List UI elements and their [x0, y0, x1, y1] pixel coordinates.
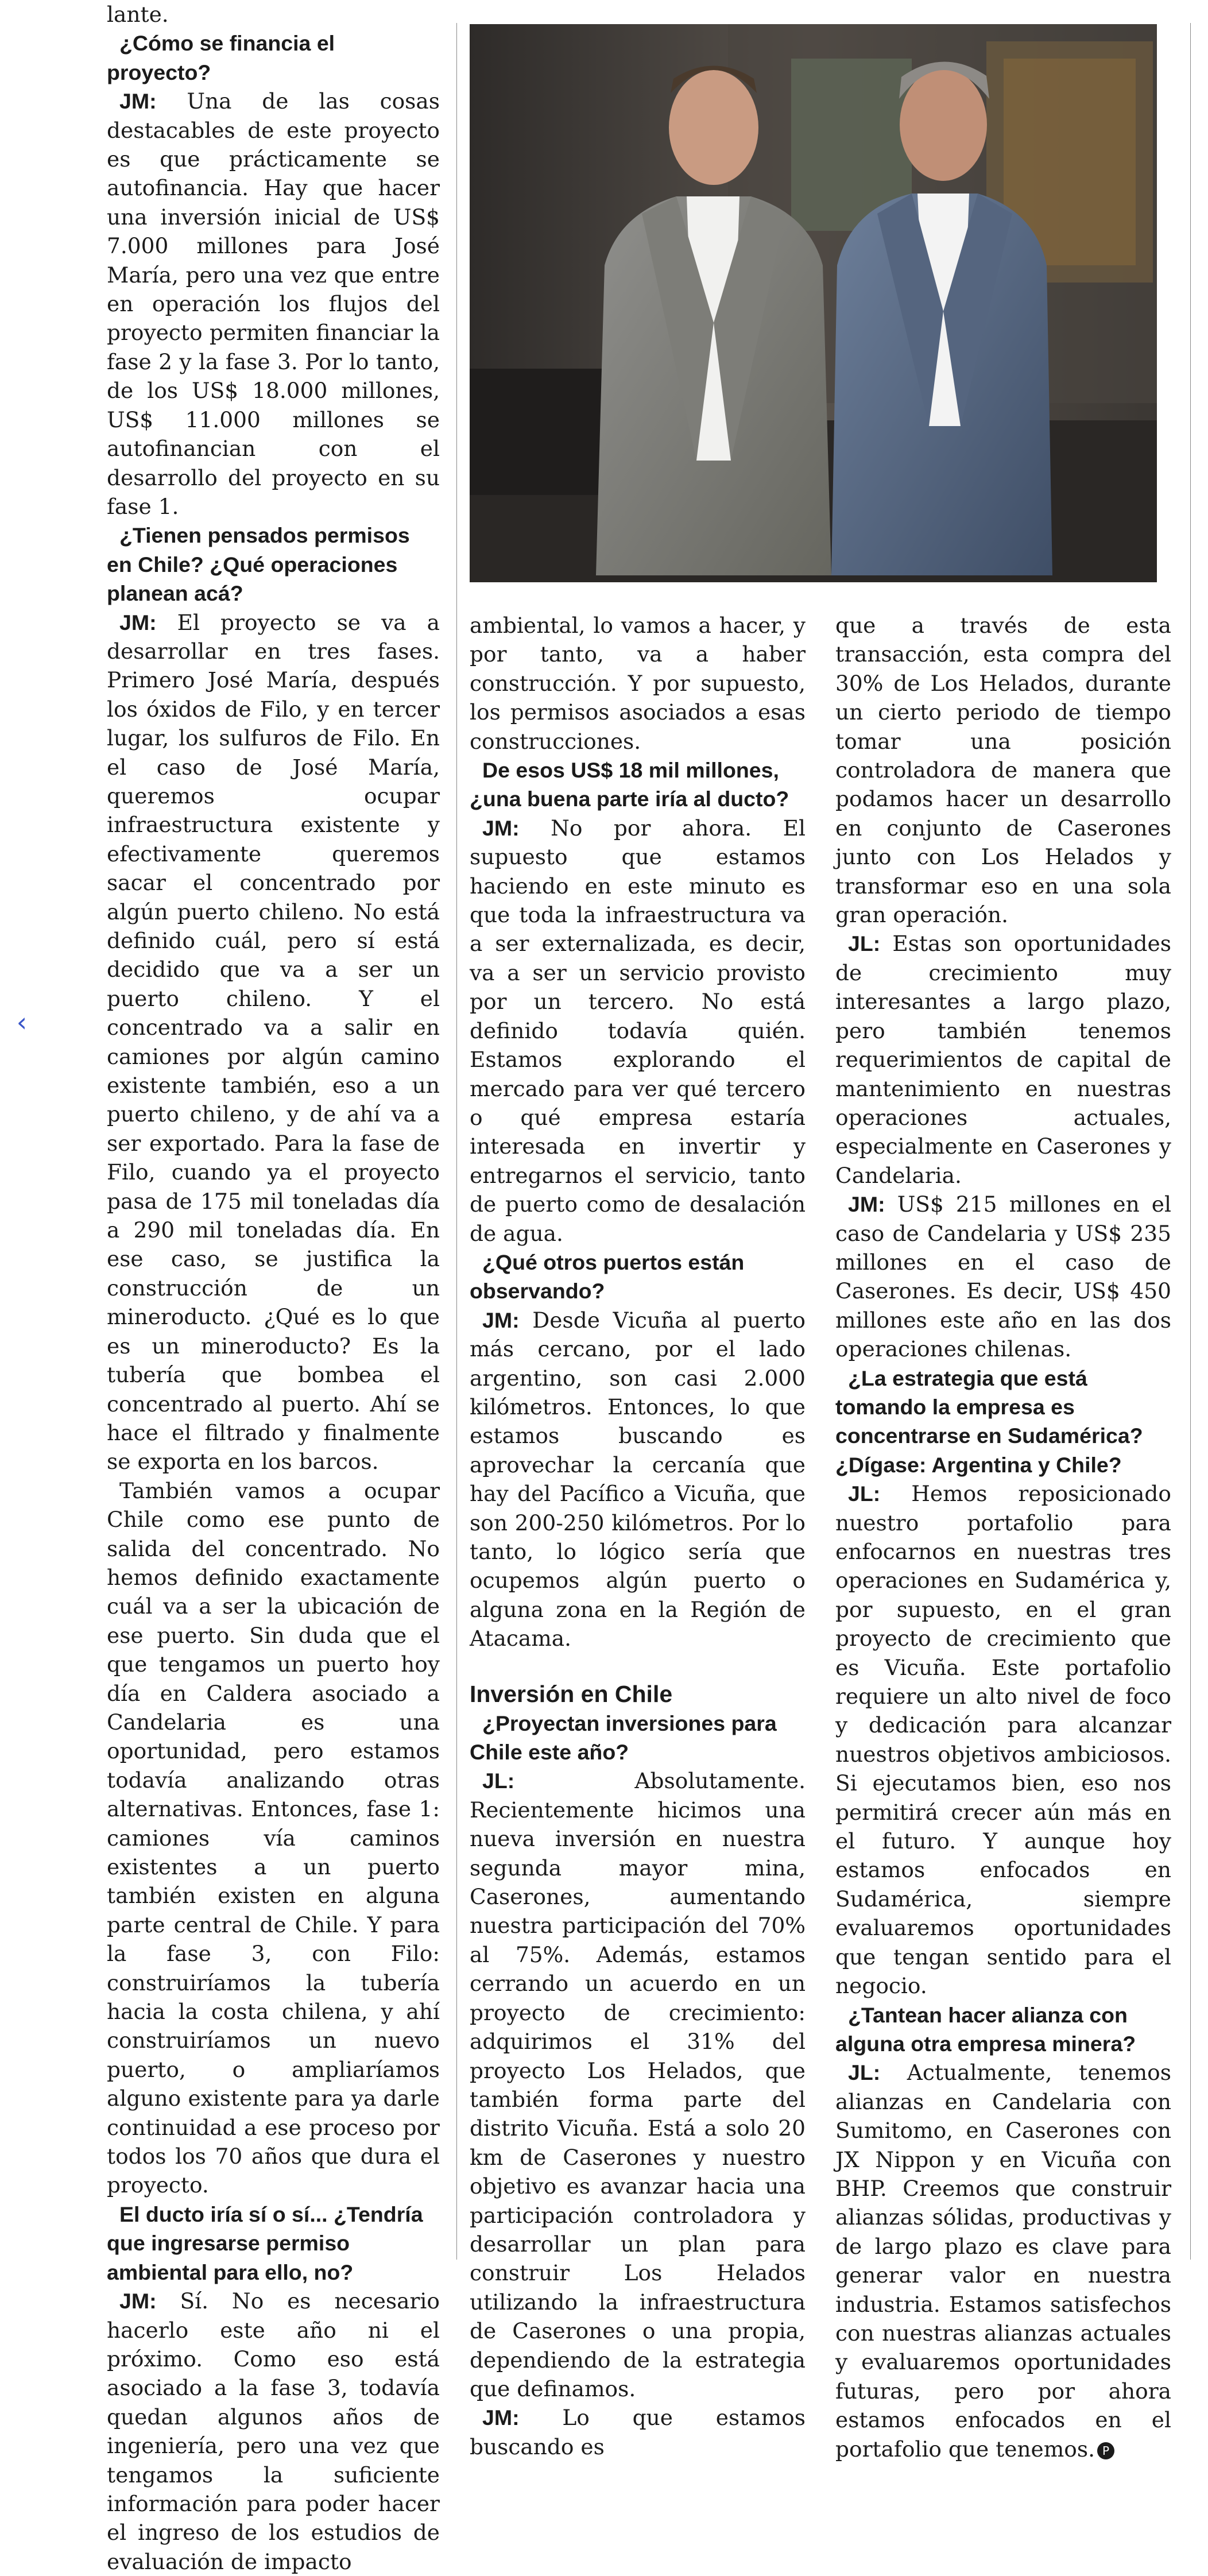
question: ¿Tienen pensados permisos en Chile? ¿Qué operaciones planean acá? — [107, 523, 410, 606]
answer: JL: Actualmente, tenemos alianzas en Candelaria con Sumitomo, en Caserones con JX Nippon y en Vicuña con BHP. Creemos que construir alianzas sólidas, productivas y de largo plazo es clave para generar valor en nuestra industria. Estamos satisfechos con nuestras alianzas actuales y evaluaremos oportunidades futuras, pero por ahora estamos enfocados en el portafolio que tenemos. P — [835, 2060, 1171, 2462]
answer: JM: No por ahora. El supuesto que estamos haciendo en este minuto es que toda la infraestructura va a ser externalizada, es decir, va a ser un servicio provisto por un tercero. No está definido todavía quién. Estamos explorando el mercado para ver qué tercero o qué empresa estaría interesada en invertir y entregarnos el servicio, tanto de puerto como de desalación de agua. — [470, 815, 806, 1246]
question: ¿Qué otros puertos están observando? — [470, 1250, 745, 1304]
paragraph: ambiental, lo vamos a hacer, y por tanto, va a haber construcción. Y por supuesto, los permisos asociados a esas construcciones. — [470, 613, 806, 754]
speaker-label: JM: — [119, 610, 157, 635]
answer: JM: Una de las cosas destacables de este proyecto es que prácticamente se autofinancia. Hay que hacer una inversión inicial de US$ 7.000 millones para José María, pero una vez que entre en operación los flujos del proyecto permiten financiar la fase 2 y la fase 3. Por lo tanto, de los US$ 18.000 millones, US$ 11.000 millones se autofinancian con el desarrollo del proyecto en su fase 1. — [107, 88, 440, 519]
answer: JL: Hemos reposicionado nuestro portafolio para enfocarnos en nuestras tres operaciones en Sudamérica y, por supuesto, en el gran proyecto de crecimiento que es Vicuña. Este portafolio requiere un alto nivel de foco y dedicación para alcanzar nuestros objetivos ambiciosos. Si ejecutamos bien, eso nos permitirá crecer aún más en el futuro. Y aunque hoy estamos enfocados en Sudamérica, siempre evaluaremos oportunidades que tengan sentido para el negocio. — [835, 1481, 1171, 1999]
paragraph: lante. — [107, 2, 169, 27]
speaker-label: JM: — [482, 1308, 520, 1332]
speaker-label: JM: — [482, 2405, 520, 2430]
question: ¿Proyectan inversiones para Chile este año? — [470, 1711, 777, 1765]
answer: JL: Estas son oportunidades de crecimiento muy interesantes a largo plazo, pero también tenemos requerimientos de capital de mantenimiento en nuestras operaciones actuales, especialmente en Caserones y Candelaria. — [835, 931, 1171, 1188]
speaker-label: JM: — [119, 2289, 157, 2314]
article-column-1 — [107, 0, 440, 2576]
interview-photo — [470, 24, 1157, 582]
answer: JM: Sí. No es necesario hacerlo este año ni el próximo. Como eso está asociado a la fase 3, todavía quedan algunos años de ingeniería, pero una vez que tengamos la suficiente información para poder hacer el ingreso de los estudios de evaluación de impacto — [107, 2288, 440, 2574]
column-divider — [456, 23, 457, 2260]
column-divider — [1190, 23, 1191, 2260]
speaker-label: JM: — [482, 815, 520, 840]
speaker-label: JM: — [119, 89, 157, 114]
paragraph: También vamos a ocupar Chile como ese punto de salida del concentrado. No hemos definido exactamente cuál va a ser la ubicación de ese puerto. Sin duda que el que tengamos un puerto hoy día en Caldera asociado a Candelaria es una oportunidad, pero estamos todavía analizando otras alternativas. Entonces, fase 1: camiones vía caminos existentes a un puerto también existen en alguna parte central de Chile. Y para la fase 3, con Filo: construiríamos la tubería hacia la costa chilena, y ahí construiríamos un nuevo puerto, o ampliaríamos alguno existente para ya darle continuidad a ese proceso por todos los 70 años que dura el proyecto. — [107, 1477, 440, 2198]
answer: JM: US$ 215 millones en el caso de Candelaria y US$ 235 millones en el caso de Caserones. Es decir, US$ 450 millones este año en las dos operaciones chilenas. — [835, 1192, 1171, 1362]
question: De esos US$ 18 mil millones, ¿una buena parte iría al ducto? — [470, 758, 789, 811]
speaker-label: JL: — [848, 1482, 881, 1506]
question: ¿Tantean hacer alianza con alguna otra empresa minera? — [835, 2002, 1136, 2056]
end-of-article-icon: P — [1097, 2442, 1114, 2459]
paragraph: que a través de esta transacción, esta compra del 30% de Los Helados, durante un cierto periodo de tiempo tomar una posición controladora de manera que podamos hacer un desarrollo en conjunto de Caserones junto con Los Helados y transformar eso en una sola gran operación. — [835, 613, 1171, 928]
answer: JM: El proyecto se va a desarrollar en tres fases. Primero José María, después los óxidos de Filo, y en tercer lugar, los sulfuros de Filo. En el caso de José María, queremos ocupar infraestructura existente y efectivamente queremos sacar el concentrado por algún puerto chileno. No está definido cuál, pero sí está decidido que va a ser un puerto chileno. Y el concentrado va a salir en camiones por algún camino existente también, eso a un puerto chileno, y de ahí va a ser exportado. Para la fase de Filo, cuando ya el proyecto pasa de 175 mil toneladas día a 290 mil toneladas día. En ese caso, se justifica la construcción de un mineroducto. ¿Qué es lo que es un mineroducto? Es la tubería que bombea el concentrado al puerto. Ahí se hace el filtrado y finalmente se exporta en los barcos. — [107, 609, 440, 1475]
answer: JM: Desde Vicuña al puerto más cercano, por el lado argentino, son casi 2.000 kilómetros. Entonces, lo que estamos buscando es aprovechar la cercanía que hay del Pacífico a Vicuña, que son 200-250 kilómetros. Por lo tanto, lo lógico sería que ocupemos algún puerto o alguna zona en la Región de Atacama. — [470, 1307, 806, 1651]
section-subheading: Inversión en Chile — [470, 1680, 673, 1707]
back-arrow-icon[interactable]: ‹ — [16, 1007, 28, 1038]
article-column-2 — [470, 611, 806, 2461]
question: El ducto iría sí o sí... ¿Tendría que ingresarse permiso ambiental para ello, no? — [107, 2202, 423, 2284]
answer: JM: Lo que estamos buscando es — [470, 2405, 806, 2459]
speaker-label: JL: — [848, 2060, 881, 2085]
question: ¿Cómo se financia el proyecto? — [107, 31, 335, 84]
speaker-label: JM: — [848, 1192, 885, 1217]
speaker-label: JL: — [848, 931, 881, 956]
answer: JL: Absolutamente. Recientemente hicimos una nueva inversión en nuestra segunda mayor mina, Caserones, aumentando nuestra participación del 70% al 75%. Además, estamos cerrando un acuerdo en un proyecto de crecimiento: adquirimos el 31% del proyecto Los Helados, que también forma parte del distrito Vicuña. Está a solo 20 km de Caserones y nuestro objetivo es avanzar hacia una participación controladora y desarrollar un plan para construir Los Helados utilizando la infraestructura de Caserones o una propia, dependiendo de la estrategia que definamos. — [470, 1768, 806, 2401]
question: ¿La estrategia que está tomando la empresa es concentrarse en Sudamérica? ¿Dígase: Argentina y Chile? — [835, 1366, 1143, 1477]
article-column-3 — [835, 611, 1171, 2463]
speaker-label: JL: — [482, 1769, 515, 1793]
